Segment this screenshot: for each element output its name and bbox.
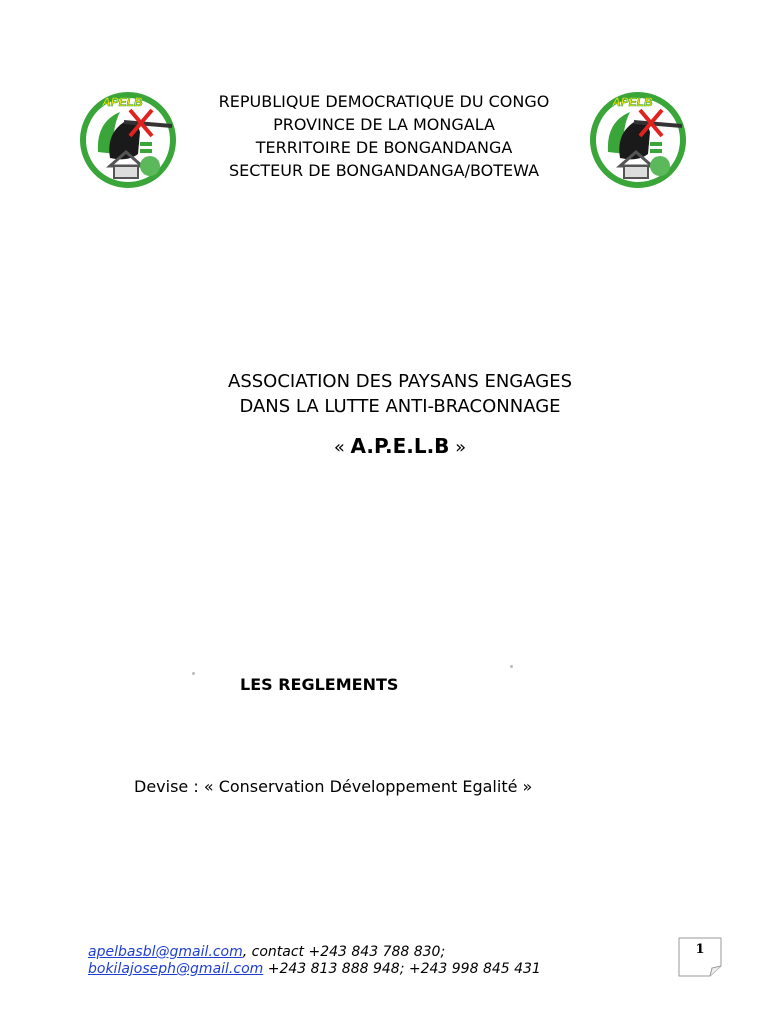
contact-phone-2: +243 813 888 948; +243 998 845 431 [263, 961, 541, 977]
speck [510, 665, 513, 668]
header-province: PROVINCE DE LA MONGALA [273, 115, 495, 134]
document-header [134, 90, 634, 182]
acronym-text: A.P.E.L.B [350, 434, 450, 458]
footer-contacts [88, 944, 541, 978]
header-territory: TERRITOIRE DE BONGANDANGA [255, 138, 513, 157]
acronym-close-quote: » [449, 437, 467, 458]
speck [192, 672, 195, 675]
association-name [100, 369, 700, 419]
logo-text: APELB [102, 95, 143, 109]
contact-phone-1: , contact +243 843 788 830; [242, 944, 446, 960]
association-line-2: DANS LA LUTTE ANTI-BRACONNAGE [239, 396, 561, 417]
association-acronym [100, 432, 700, 462]
devise-motto: Devise : « Conservation Développement Egalité » [134, 777, 533, 796]
header-country: REPUBLIQUE DEMOCRATIQUE DU CONGO [218, 92, 550, 111]
association-line-1: ASSOCIATION DES PAYSANS ENGAGES [228, 371, 572, 392]
document-title: LES REGLEMENTS [240, 675, 399, 694]
page-number-box [678, 937, 722, 977]
logo-text: APELB [612, 95, 653, 109]
email-link-bokilajoseph[interactable]: bokilajoseph@gmail.com [88, 961, 264, 977]
page-number: 1 [695, 942, 705, 957]
header-sector: SECTEUR DE BONGANDANGA/BOTEWA [228, 161, 540, 180]
acronym-open-quote: « [333, 437, 351, 458]
email-link-apelbasbl[interactable]: apelbasbl@gmail.com [88, 944, 243, 960]
